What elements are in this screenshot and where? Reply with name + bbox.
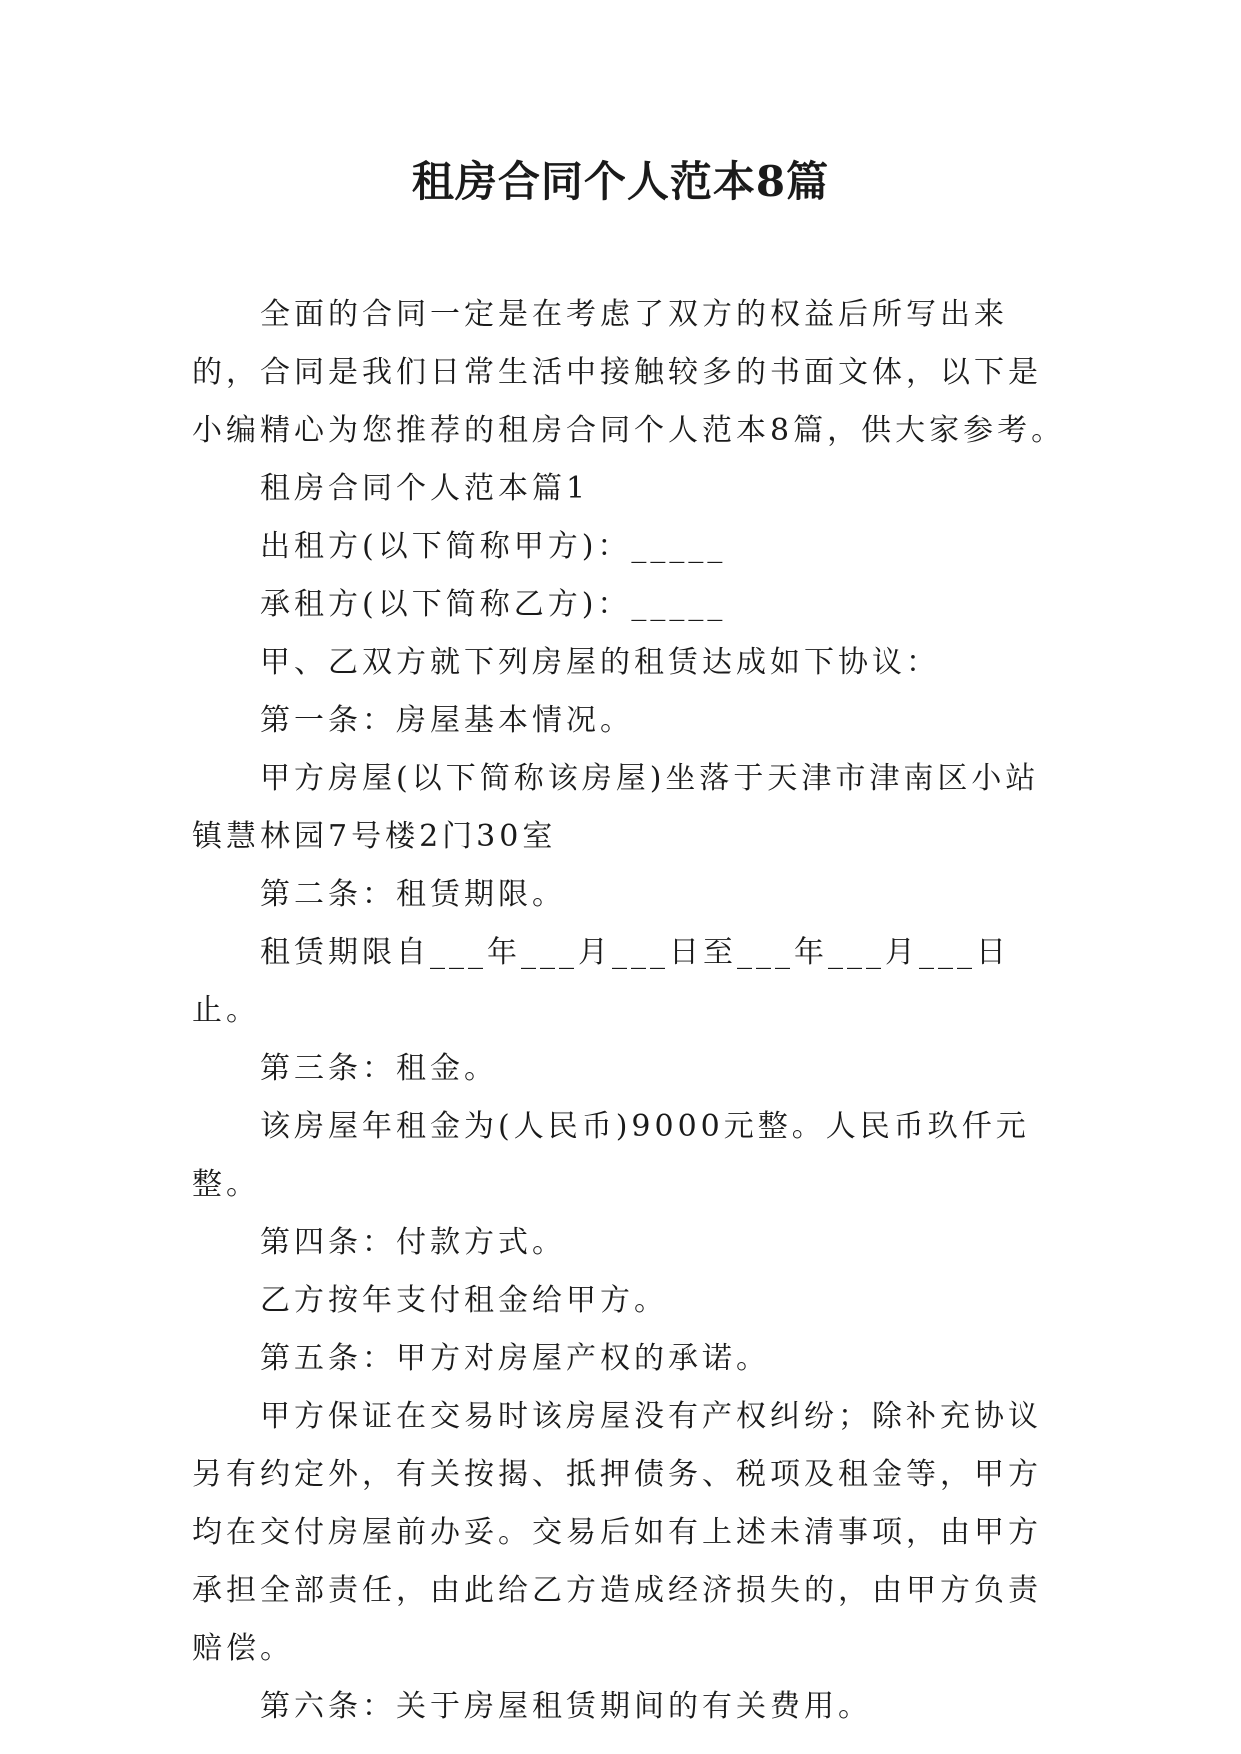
document-body bbox=[192, 286, 1072, 1736]
article-1-title: 第一条：房屋基本情况。 bbox=[260, 703, 634, 738]
document-title: 租房合同个人范本8篇 bbox=[411, 157, 830, 206]
lessee-line: 承租方(以下简称乙方)：_____ bbox=[260, 587, 727, 622]
article-4-title: 第四条：付款方式。 bbox=[260, 1225, 566, 1260]
article-3-body: 该房屋年租金为(人民币)9000元整。人民币玖仟元整。 bbox=[192, 1109, 1030, 1202]
article-3-title: 第三条：租金。 bbox=[260, 1051, 498, 1086]
article-4-body: 乙方按年支付租金给甲方。 bbox=[260, 1283, 668, 1318]
intro-paragraph: 全面的合同一定是在考虑了双方的权益后所写出来的，合同是我们日常生活中接触较多的书面文体，以下是小编精心为您推荐的租房合同个人范本8篇，供大家参考。 bbox=[192, 297, 1066, 448]
agreement-statement: 甲、乙双方就下列房屋的租赁达成如下协议： bbox=[260, 645, 940, 680]
lessor-line: 出租方(以下简称甲方)：_____ bbox=[260, 529, 727, 564]
article-2-title: 第二条：租赁期限。 bbox=[260, 877, 566, 912]
article-2-body: 租赁期限自___年___月___日至___年___月___日止。 bbox=[192, 935, 1010, 1028]
article-5-body: 甲方保证在交易时该房屋没有产权纠纷；除补充协议另有约定外，有关按揭、抵押债务、税项及租金等，甲方均在交付房屋前办妥。交易后如有上述未清事项，由甲方承担全部责任，由此给乙方造成经济损失的，由甲方负责赔偿。 bbox=[192, 1399, 1042, 1666]
article-1-body: 甲方房屋(以下简称该房屋)坐落于天津市津南区小站镇慧林园7号楼2门30室 bbox=[192, 761, 1040, 854]
article-5-title: 第五条：甲方对房屋产权的承诺。 bbox=[260, 1341, 770, 1376]
article-6-title: 第六条：关于房屋租赁期间的有关费用。 bbox=[260, 1689, 872, 1724]
section-heading: 租房合同个人范本篇1 bbox=[260, 471, 590, 506]
